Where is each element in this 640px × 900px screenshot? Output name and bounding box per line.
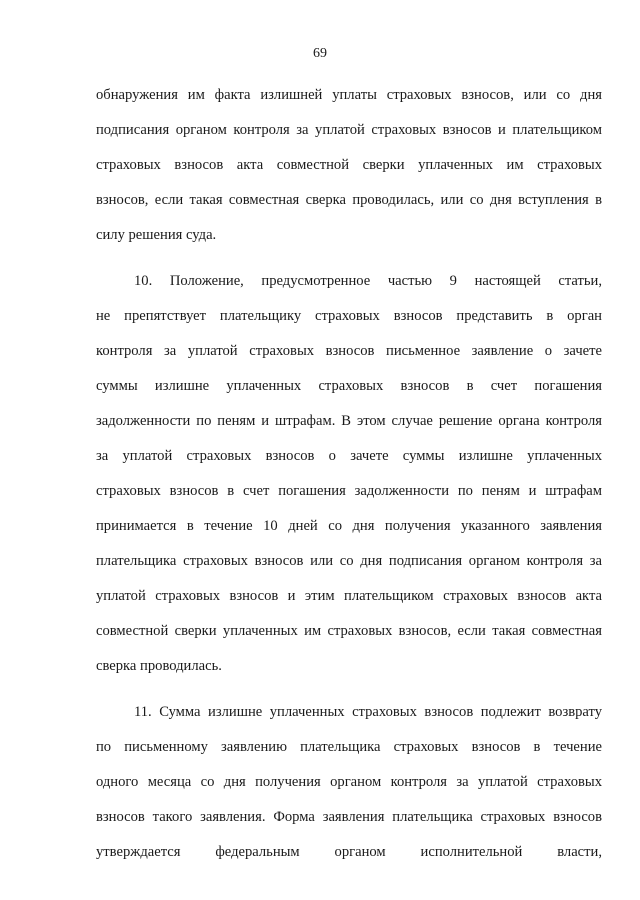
paragraph-2-line: за уплатой страховых взносов о зачете суммы излишне уплаченных [96, 448, 602, 464]
paragraph-2-line: сверка проводилась. [96, 658, 222, 674]
paragraph-3-line: одного месяца со дня получения органом контроля за уплатой страховых [96, 774, 602, 790]
body-text [96, 82, 602, 874]
paragraph-3-line: взносов такого заявления. Форма заявления плательщика страховых взносов [96, 809, 602, 825]
page-number: 69 [313, 46, 327, 61]
paragraph-2-line: совместной сверки уплаченных им страховых взносов, если такая совместная [96, 623, 602, 639]
paragraph-3-line: по письменному заявлению плательщика страховых взносов в течение [96, 739, 602, 755]
paragraph-gap [96, 257, 602, 268]
paragraph-3-line: утверждается федеральным органом исполнительной власти, [96, 844, 602, 860]
paragraph-2-line: 10. Положение, предусмотренное частью 9 настоящей статьи, [134, 273, 602, 289]
paragraph-2-line: уплатой страховых взносов и этим плательщиком страховых взносов акта [96, 588, 602, 604]
paragraph-1-line: силу решения суда. [96, 227, 217, 243]
paragraph-1-line: страховых взносов акта совместной сверки уплаченных им страховых [96, 157, 602, 173]
paragraph-1-line: обнаружения им факта излишней уплаты страховых взносов, или со дня [96, 87, 602, 103]
paragraph-2-line: плательщика страховых взносов или со дня подписания органом контроля за [96, 553, 602, 569]
paragraph-2-line: не препятствует плательщику страховых взносов представить в орган [96, 308, 602, 324]
paragraph-2-line: контроля за уплатой страховых взносов письменное заявление о зачете [96, 343, 602, 359]
paragraph-1-line: подписания органом контроля за уплатой страховых взносов и плательщиком [96, 122, 602, 138]
paragraph-2-line: задолженности по пеням и штрафам. В этом случае решение органа контроля [96, 413, 602, 429]
paragraph-1-line: взносов, если такая совместная сверка проводилась, или со дня вступления в [96, 192, 602, 208]
paragraph-3-line: 11. Сумма излишне уплаченных страховых взносов подлежит возврату [134, 704, 602, 720]
paragraph-2-line: страховых взносов в счет погашения задолженности по пеням и штрафам [96, 483, 602, 499]
paragraph-2-line: суммы излишне уплаченных страховых взносов в счет погашения [96, 378, 602, 394]
paragraph-2-line: принимается в течение 10 дней со дня получения указанного заявления [96, 518, 602, 534]
paragraph-gap [96, 688, 602, 699]
